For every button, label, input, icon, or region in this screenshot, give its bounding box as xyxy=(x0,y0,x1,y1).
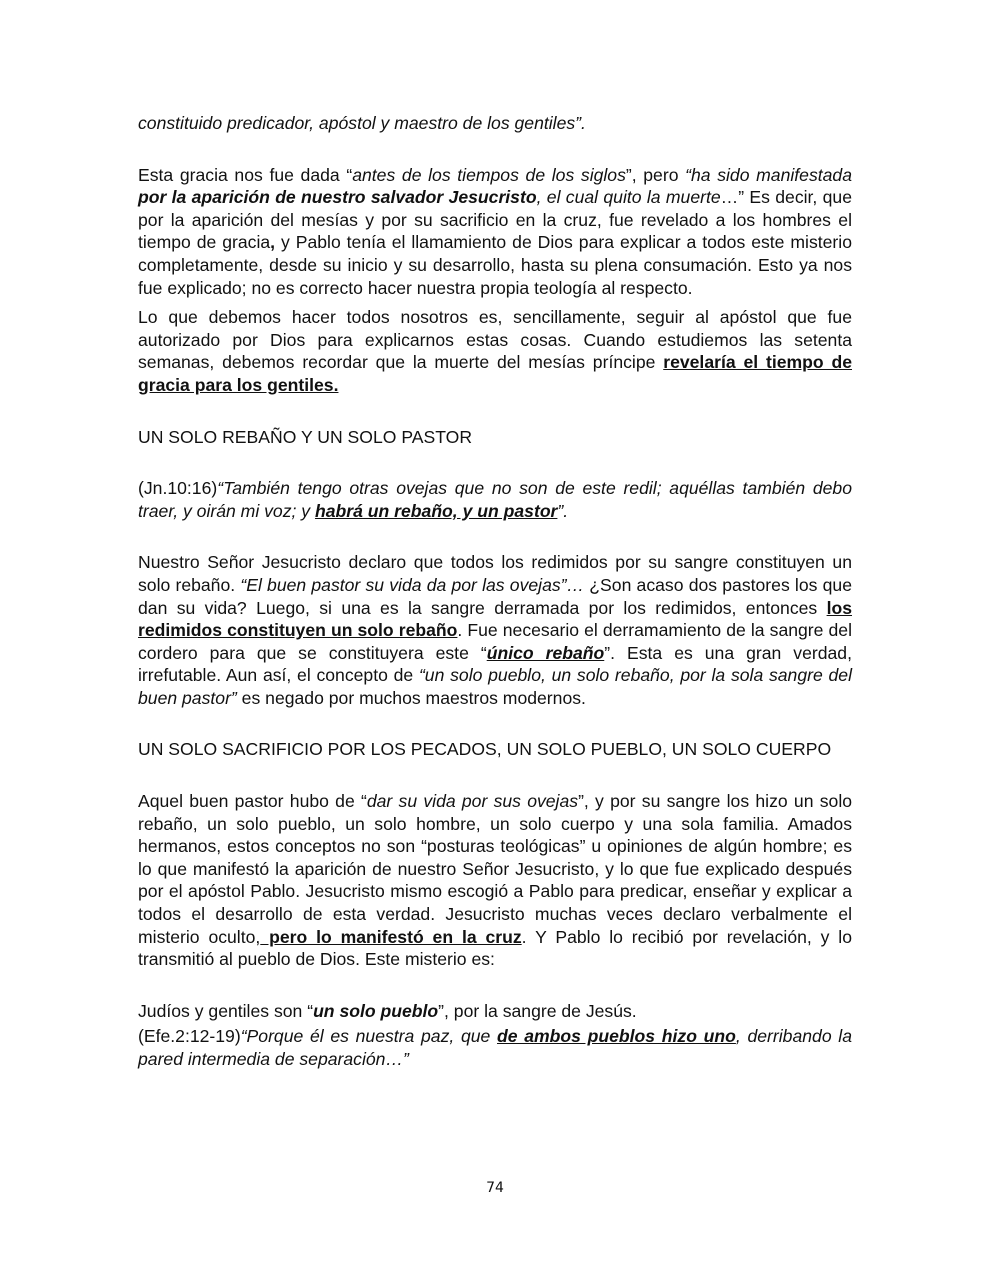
text: . Y Pablo lo recibió por revelación, y lo transmitió al pueblo de Dios. Este misterio es: xyxy=(138,926,852,970)
bold-italic-underlined-text: único rebaño xyxy=(486,642,605,663)
paragraph-ephesians-quote xyxy=(138,1025,852,1070)
italic-text: constituido predicador, apóstol y maestro de los gentiles”. xyxy=(138,113,586,133)
document-page xyxy=(138,112,852,1071)
text: Judíos y gentiles son “ xyxy=(138,1000,314,1021)
page-number: 74 xyxy=(486,1180,504,1196)
italic-text: “También tengo otras ovejas que no son de este redil; aquéllas también debo traer, y oirán mi voz; y xyxy=(138,478,852,521)
italic-text: “El buen pastor su vida da por las ovejas”… xyxy=(240,574,585,595)
text: y Pablo tenía el llamamiento de Dios para explicar a todos este misterio completamente, desde su inicio y su desarrollo, hasta su plena consumación. Esto ya nos fue explicado; no es correcto hacer nuestra propia teología al respecto. xyxy=(138,232,852,298)
bold-underlined-text: revelaría el tiempo de gracia para los gentiles. xyxy=(138,352,852,395)
bold-italic-text: un solo pueblo xyxy=(313,1000,439,1021)
text: ”, y por su sangre los hizo un solo rebaño, un solo pueblo, un solo hombre, un solo cuerpo y una sola familia. Amados hermanos, estos conceptos no son “posturas teológicas” u opiniones de algún hombre; es lo que manifestó la aparición de nuestro Señor Jesucristo, y lo que fue explicado después por el apóstol Pablo. Jesucristo mismo escogió a Pablo para predicar, enseñar y explicar a todos el desarrollo de esta verdad. Jesucristo muchas veces declaro verbalmente el misterio oculto, xyxy=(138,791,853,947)
text: …” Es decir, que por la aparición del mesías y por su sacrificio en la cruz, fue revelado a los hombres el tiempo de gracia xyxy=(138,187,852,253)
section-heading-one-flock xyxy=(138,426,852,449)
italic-text: “un solo pueblo, un solo rebaño, por la sola sangre del buen pastor” xyxy=(138,665,852,708)
bold-italic-underlined-text: habrá un rebaño, y un pastor xyxy=(314,500,558,521)
italic-text: “Porque él es nuestra paz, que xyxy=(240,1026,498,1047)
text: . Fue necesario el derramamiento de la sangre del cordero para que se constituyera este “ xyxy=(138,620,852,663)
italic-text: “ha sido manifestada xyxy=(685,164,852,185)
bold-underlined-text: los redimidos constituyen un solo rebaño xyxy=(138,597,852,641)
italic-text: antes de los tiempos de los siglos xyxy=(352,164,626,185)
text: ”, por la sangre de Jesús. xyxy=(438,1000,637,1021)
italic-text: , derribando la pared intermedia de separación…” xyxy=(138,1026,852,1069)
paragraph-follow-apostle xyxy=(138,306,852,396)
paragraph-good-shepherd xyxy=(138,790,852,971)
heading-text: UN SOLO SACRIFICIO POR LOS PECADOS, UN SOLO PUEBLO, UN SOLO CUERPO xyxy=(138,739,832,760)
paragraph-continuation xyxy=(138,112,852,135)
bold-italic-underlined-text: de ambos pueblos hizo uno xyxy=(497,1026,736,1047)
text: Esta gracia nos fue dada “ xyxy=(138,164,353,185)
text: ”. Esta es una gran verdad, irrefutable. Aun así, el concepto de xyxy=(138,642,852,686)
heading-text: UN SOLO REBAÑO Y UN SOLO PASTOR xyxy=(138,426,473,447)
paragraph-john-quote xyxy=(138,477,852,522)
text: (Efe.2:12-19) xyxy=(138,1026,241,1047)
italic-text: , el cual quito la muerte xyxy=(536,187,721,208)
bold-text: , xyxy=(270,232,276,253)
text: (Jn.10:16) xyxy=(138,478,218,499)
bold-italic-text: por la aparición de nuestro salvador Jesucristo xyxy=(138,187,537,208)
italic-text: dar su vida por sus ovejas xyxy=(366,791,579,812)
text: Aquel buen pastor hubo de “ xyxy=(138,791,367,812)
text: es negado por muchos maestros modernos. xyxy=(236,687,586,708)
italic-text: ”. xyxy=(557,500,569,521)
paragraph-one-people xyxy=(138,1000,852,1023)
text: ”, pero xyxy=(625,164,686,185)
section-heading-one-sacrifice xyxy=(138,738,852,761)
bold-underlined-text: pero lo manifestó en la cruz xyxy=(260,926,522,947)
text: Nuestro Señor Jesucristo declaro que todos los redimidos por su sangre constituyen un solo rebaño. xyxy=(138,552,852,595)
paragraph-grace xyxy=(138,164,852,300)
paragraph-one-flock xyxy=(138,551,852,709)
text: Lo que debemos hacer todos nosotros es, sencillamente, seguir al apóstol que fue autorizado por Dios para explicarnos estas cosas. Cuando estudiemos las setenta semanas, debemos recordar que la muerte del mesías príncipe xyxy=(138,307,852,373)
text: ¿Son acaso dos pastores los que dan su vida? Luego, si una es la sangre derramada por los redimidos, entonces xyxy=(138,574,852,618)
